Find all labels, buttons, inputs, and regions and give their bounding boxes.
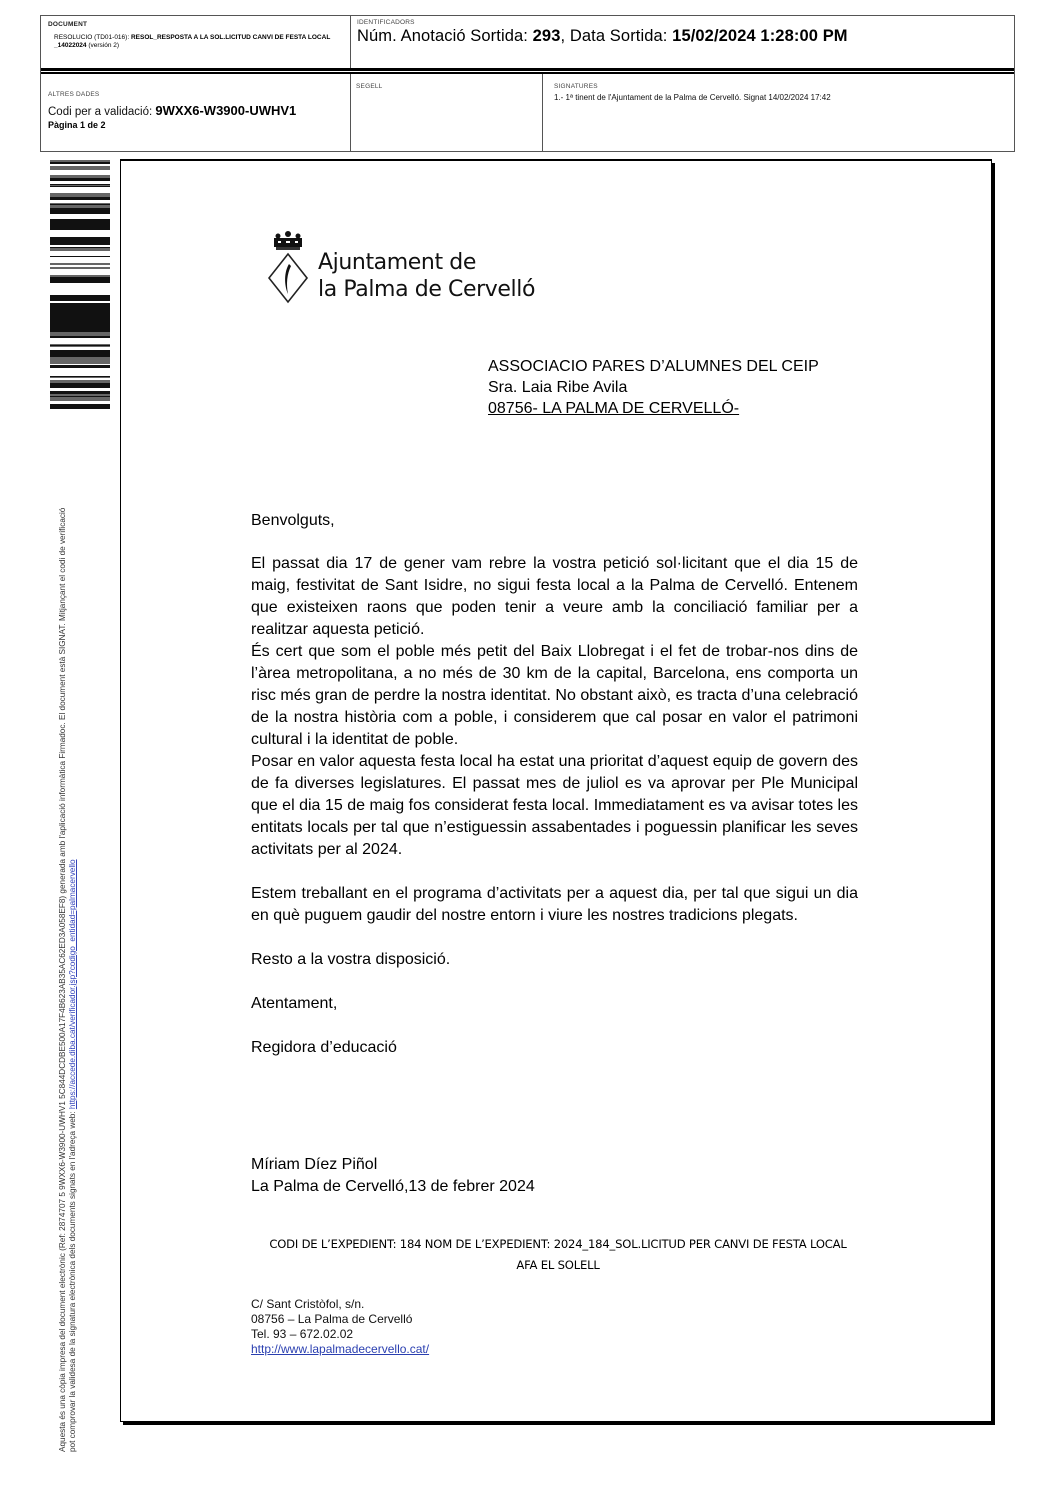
barcode-bar <box>50 376 110 377</box>
barcode-bar <box>50 228 110 229</box>
barcode-bar <box>50 404 110 407</box>
recipient-person: Sra. Laia Ribe Avila <box>488 379 628 396</box>
barcode-bar <box>50 321 110 324</box>
barcode-bar <box>50 377 110 378</box>
barcode-bar <box>50 317 110 321</box>
barcode-bar <box>50 311 110 315</box>
barcode-bar <box>50 175 110 178</box>
barcode-bar <box>50 248 110 251</box>
barcode-bar <box>50 205 110 208</box>
barcode-bar <box>50 345 110 346</box>
barcode-bar <box>50 350 110 353</box>
valediction: Atentament, <box>251 995 338 1012</box>
barcode-bar <box>50 162 110 163</box>
closing-line: Resto a la vostra disposició. <box>251 951 451 968</box>
validation-code-value: 9WXX6-W3900-UWHV1 <box>155 103 297 118</box>
barcode-bar <box>50 203 110 204</box>
paragraph: Estem treballant en el programa d’activitats per a aquest dia, per tal que sigui un dia en què puguem gaudir del nostre entorn i viure les nostres tradicions plegats. <box>251 885 858 924</box>
num-label: Núm. Anotació Sortida: <box>357 27 528 45</box>
validation-code-label: Codi per a validació: <box>48 106 153 118</box>
altres-dades-label: ALTRES DADES <box>48 91 100 98</box>
barcode-bar <box>50 357 110 361</box>
barcode-bar <box>50 219 110 221</box>
barcode-bar <box>50 353 110 356</box>
logo-line-1: Ajuntament de <box>318 250 476 275</box>
validation-code <box>48 103 350 118</box>
expedient-info <box>240 1234 876 1276</box>
document-title: RESOL_RESPOSTA A LA SOL.LICITUD CANVI DE FESTA LOCAL _14022024 <box>54 34 331 49</box>
document-header <box>40 15 1015 152</box>
barcode-bar <box>50 407 110 409</box>
document-label: DOCUMENT <box>48 21 88 28</box>
header-bottom-row <box>41 74 1014 152</box>
barcode-bar <box>50 361 110 362</box>
registry-entry: Núm. Anotació Sortida: 293, Data Sortida: 15/02/2024 1:28:00 PM <box>357 27 848 45</box>
identificadors-label: IDENTIFICADORS <box>357 19 415 26</box>
header-top-row <box>41 16 1014 68</box>
recipient-block <box>488 356 819 419</box>
side-text-prefix: pot comprovar la validesa de la signatura electrònica dels documents signats en l'adreça web: <box>68 1111 77 1452</box>
barcode-bar <box>50 303 110 307</box>
barcode-bar <box>50 244 110 245</box>
num-value: 293 <box>532 27 561 45</box>
barcode-bar <box>50 221 110 225</box>
signature-block <box>251 1154 535 1198</box>
barcode-bar <box>50 324 110 325</box>
barcode-bar <box>50 179 110 180</box>
barcode-bar <box>50 394 110 396</box>
ajuntament-logo <box>268 230 536 310</box>
footer-website-link[interactable]: http://www.lapalmadecervello.cat/ <box>251 1342 430 1356</box>
barcode-bar <box>50 365 110 368</box>
barcode-bar <box>50 208 110 210</box>
barcode <box>50 160 110 410</box>
identificadors-cell <box>350 16 1016 68</box>
expedient-line-2: AFA EL SOLELL <box>516 1258 600 1272</box>
barcode-bar <box>50 362 110 364</box>
barcode-bar <box>50 396 110 397</box>
signature-entry: 1.- 1ª tinent de l'Ajuntament de la Palma de Cervelló. Signat 14/02/2024 17:42 <box>554 93 831 102</box>
segell-cell <box>350 74 542 152</box>
barcode-bar <box>50 263 110 265</box>
barcode-bar <box>50 185 110 186</box>
verification-link[interactable]: https://accede.diba.cat/verificador.jsp?codigo_entidad=palmacervello <box>68 859 77 1110</box>
barcode-bar <box>50 186 110 187</box>
barcode-bar <box>50 160 110 162</box>
barcode-bar <box>50 166 110 170</box>
barcode-bar <box>50 315 110 317</box>
document-version: (versión 2) <box>88 42 120 49</box>
barcode-bar <box>50 295 110 298</box>
altres-dades-cell <box>41 74 350 152</box>
page-indicator: Pàgina 1 de 2 <box>48 120 106 130</box>
verification-side-text <box>58 412 78 1452</box>
barcode-bar <box>50 229 110 230</box>
salutation: Benvolguts, <box>251 512 335 529</box>
barcode-bar <box>50 332 110 336</box>
barcode-bar <box>50 184 110 185</box>
footer-postal: 08756 – La Palma de Cervelló <box>251 1312 413 1326</box>
signatures-label: SIGNATURES <box>554 83 598 90</box>
barcode-bar <box>50 336 110 338</box>
side-text-line-2 <box>68 412 78 1452</box>
barcode-bar <box>50 240 110 244</box>
document-description <box>54 34 344 50</box>
letter-body <box>251 510 858 1059</box>
barcode-bar <box>50 397 110 401</box>
barcode-bar <box>50 383 110 386</box>
barcode-bar <box>50 325 110 328</box>
barcode-graphic <box>50 160 110 410</box>
barcode-bar <box>50 180 110 181</box>
date-label: Data Sortida: <box>569 27 668 45</box>
side-text-line-1: Aquesta és una còpia impresa del document electrònic (Ref: 2874707 5 9WXX6-W3900-UWHV1 5C844DCDBE500A17F4B623AB35AC62ED3A058EF8) generada amb l'aplicació informàtica Firmadoc. El document està SIGNAT. Mitjançant el codi de verificació <box>58 507 67 1452</box>
barcode-bar <box>50 247 110 248</box>
logo-line-2: la Palma de Cervelló <box>318 277 536 302</box>
document-type: RESOLUCIO (TD01-016): <box>54 34 130 41</box>
barcode-bar <box>50 344 110 345</box>
logo-text <box>318 249 535 303</box>
barcode-bar <box>50 237 110 239</box>
barcode-bar <box>50 178 110 179</box>
barcode-bar <box>50 193 110 197</box>
document-cell <box>41 16 350 68</box>
barcode-bar <box>50 256 110 257</box>
signatures-cell <box>542 74 1016 152</box>
date-value: 15/02/2024 1:28:00 PM <box>672 27 848 45</box>
barcode-bar <box>50 163 110 164</box>
barcode-bar <box>50 346 110 347</box>
barcode-bar <box>50 204 110 205</box>
barcode-bar <box>50 239 110 240</box>
barcode-bar <box>50 328 110 332</box>
segell-label: SEGELL <box>356 83 383 90</box>
footer-phone: Tel. 93 – 672.02.02 <box>251 1327 354 1341</box>
barcode-bar <box>50 386 110 388</box>
footer-address: C/ Sant Cristòfol, s/n. <box>251 1297 365 1311</box>
paragraph: Posar en valor aquesta festa local ha estat una prioritat d’aquest equip de govern des de fa diverses legislatures. El passat mes de juliol es va aprovar per Ple Municipal que el dia 15 de maig fos considerat festa local. Immediatament es va avisar totes les entitats locals per tal que n’estiguessin assabentades i poguessin planificar les seves activitats per al 2024. <box>251 753 858 858</box>
paragraph: El passat dia 17 de gener vam rebre la vostra petició sol·licitant que el dia 15 de maig, festivitat de Sant Isidre, no sigui festa local a la Palma de Cervelló. Entenem que existeixen raons que poden tenir a veure amb la conciliació familiar per a realitzar aquesta petició. <box>251 555 858 638</box>
barcode-bar <box>50 391 110 394</box>
barcode-bar <box>50 281 110 283</box>
barcode-bar <box>50 307 110 311</box>
expedient-line-1: CODI DE L’EXPEDIENT: 184 NOM DE L’EXPEDIENT: 2024_184_SOL.LICITUD PER CANVI DE FESTA LOCAL <box>269 1237 847 1251</box>
recipient-organization: ASSOCIACIO PARES D’ALUMNES DEL CEIP <box>488 358 819 375</box>
barcode-bar <box>50 380 110 383</box>
signer-name: Míriam Díez Piñol <box>251 1156 378 1173</box>
signer-role: Regidora d’educació <box>251 1039 397 1056</box>
barcode-bar <box>50 298 110 301</box>
barcode-bar <box>50 275 110 277</box>
paragraph: És cert que som el poble més petit del Baix Llobregat i el fet de trobar-nos dins de l’àrea metropolitana, a no més de 30 km de la capital, Barcelona, ens comporta un risc més gran de perdre la nostra identitat. No obstant això, es tracta d’una celebració de la nostra història com a poble, i considerem que cal posar en valor el patrimoni cultural i la identitat de poble. <box>251 643 858 748</box>
coat-of-arms-icon <box>268 230 318 310</box>
barcode-bar <box>50 267 110 269</box>
barcode-bar <box>50 210 110 214</box>
recipient-address: 08756- LA PALMA DE CERVELLÓ- <box>488 400 740 417</box>
barcode-bar <box>50 277 110 281</box>
barcode-bar <box>50 225 110 228</box>
barcode-bar <box>50 356 110 357</box>
footer-contact <box>251 1297 429 1357</box>
place-and-date: La Palma de Cervelló,13 de febrer 2024 <box>251 1178 535 1195</box>
barcode-bar <box>50 197 110 200</box>
